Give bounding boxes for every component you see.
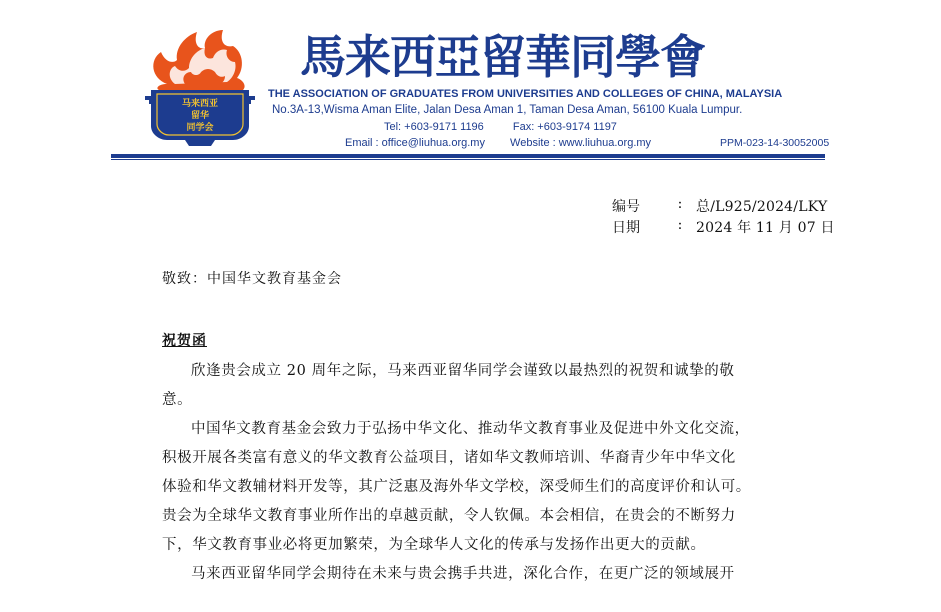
addressee: 敬致：中国华文教育基金会 <box>162 271 342 287</box>
reference-value: 总/L925/2024/LKY <box>696 199 828 215</box>
date-label: 日期 <box>612 220 640 236</box>
fax: Fax: +603-9174 1197 <box>512 121 617 133</box>
reference-label: 编号 <box>612 199 640 215</box>
body-line: 马来西亚留华同学会期待在未来与贵会携手共进，深化合作，在更广泛的领域展开 <box>191 566 735 582</box>
logo-text-2: 留华 <box>190 111 210 121</box>
header-divider <box>111 154 825 158</box>
email-website-line <box>345 137 651 149</box>
email: Email : office@liuhua.org.my <box>345 137 485 149</box>
date-row <box>612 217 835 237</box>
letter-body <box>162 357 792 589</box>
association-chinese-name: 馬来西亞留華同學會 <box>300 30 705 84</box>
reference-number-row <box>612 196 827 216</box>
association-logo <box>145 26 255 148</box>
body-line: 欣逢贵会成立 20 周年之际，马来西亚留华同学会谨致以最热烈的祝贺和诚挚的敬 <box>191 363 735 379</box>
body-line: 积极开展各类富有意义的华文教育公益项目，诸如华文教师培训、华裔青少年中华文化 <box>162 450 736 466</box>
date-colon: : <box>677 217 683 233</box>
letter-heading: 祝贺函 <box>162 333 207 349</box>
logo-text-1: 马来西亚 <box>181 99 219 109</box>
phone-fax-line <box>384 121 617 133</box>
body-line: 中国华文教育基金会致力于弘扬中华文化、推动华文教育事业及促进中外文化交流， <box>191 421 750 437</box>
reference-colon: : <box>677 196 683 212</box>
association-english-name: THE ASSOCIATION OF GRADUATES FROM UNIVERSITIES AND COLLEGES OF CHINA, MALAYSIA <box>268 88 783 100</box>
body-line: 下，华文教育事业必将更加繁荣，为全球华人文化的传承与发扬作出更大的贡献。 <box>162 537 706 553</box>
logo-text-3: 同学会 <box>186 123 214 133</box>
body-line: 意。 <box>162 392 193 408</box>
telephone: Tel: +603-9171 1196 <box>384 121 484 133</box>
association-address: No.3A-13,Wisma Aman Elite, Jalan Desa Aman 1, Taman Desa Aman, 56100 Kuala Lumpur. <box>272 104 743 116</box>
body-line: 体验和华文教辅材料开发等，其广泛惠及海外华文学校，深受师生们的高度评价和认可。 <box>162 479 751 495</box>
registration-number: PPM-023-14-30052005 <box>720 137 830 149</box>
header-divider-thin <box>111 159 825 160</box>
body-line: 贵会为全球华文教育事业所作出的卓越贡献，令人钦佩。本会相信，在贵会的不断努力 <box>162 508 736 524</box>
website: Website : www.liuhua.org.my <box>510 137 652 149</box>
date-value: 2024 年 11 月 07 日 <box>696 220 835 236</box>
